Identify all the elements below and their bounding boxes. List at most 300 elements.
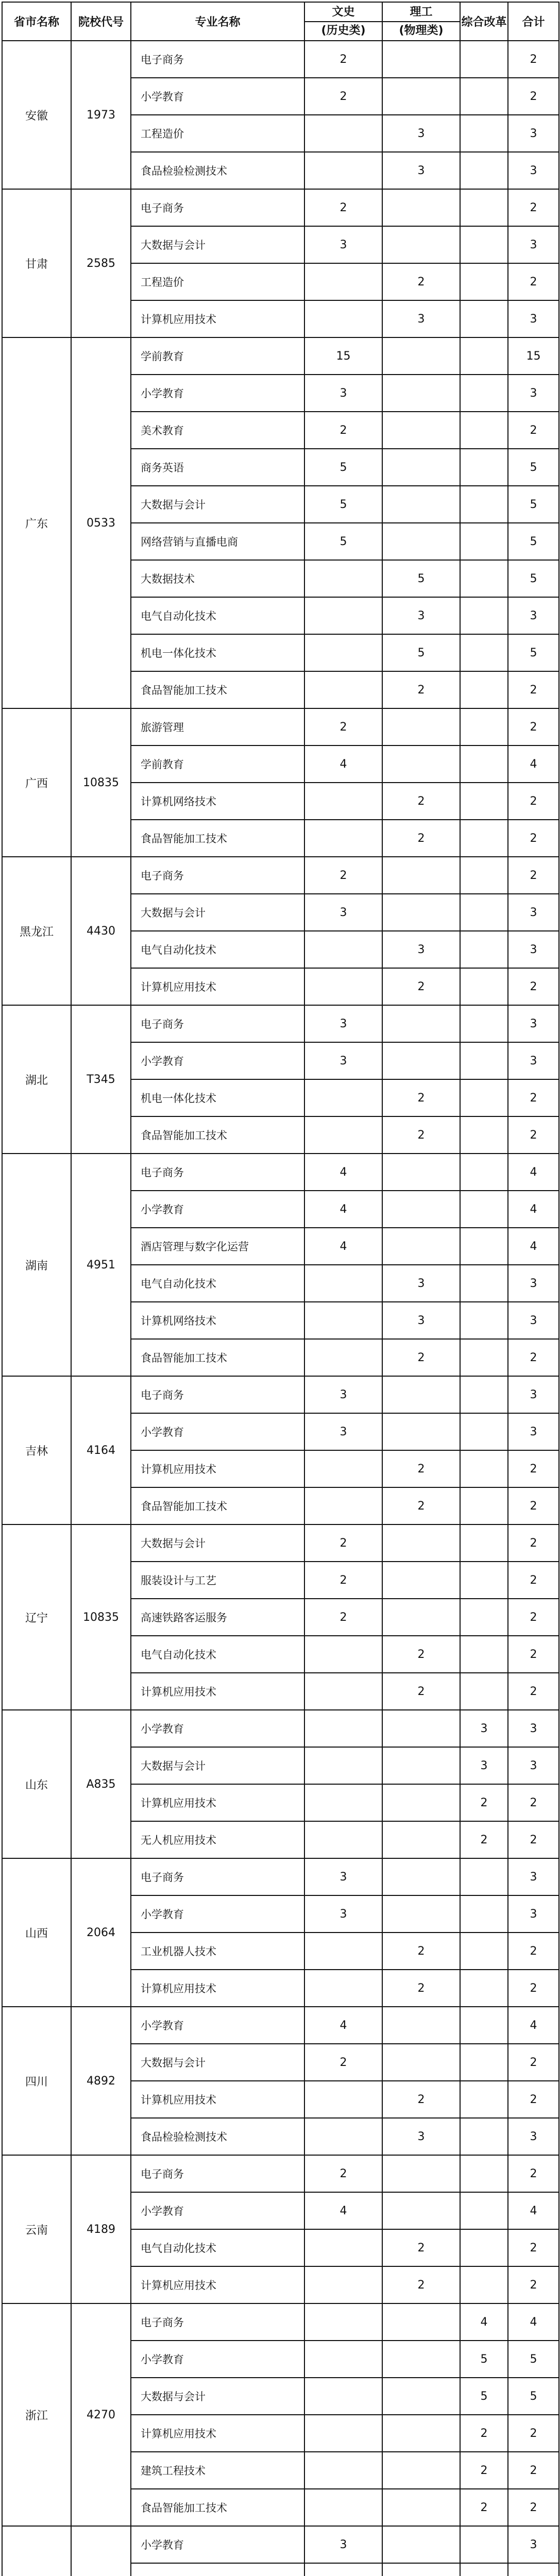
table-row xyxy=(2,189,559,226)
major-cell: 大数据与会计 xyxy=(131,226,304,263)
total-count-cell: 3 xyxy=(508,1895,559,1933)
total-count-cell: 4 xyxy=(508,1154,559,1191)
total-count-cell: 3 xyxy=(508,115,559,152)
arts-count-cell: 2 xyxy=(304,1599,382,1636)
reform-count-cell: 3 xyxy=(460,1747,508,1784)
reform-count-cell xyxy=(460,412,508,449)
total-count-cell: 3 xyxy=(508,300,559,337)
total-count-cell: 4 xyxy=(508,2303,559,2341)
major-cell: 小学教育 xyxy=(131,78,304,115)
arts-count-cell xyxy=(304,2118,382,2155)
reform-count-cell xyxy=(460,449,508,486)
total-count-cell: 4 xyxy=(508,2007,559,2044)
table-row xyxy=(2,857,559,894)
reform-count-cell xyxy=(460,1005,508,1042)
arts-count-cell xyxy=(304,1710,382,1747)
major-cell: 网络营销与直播电商 xyxy=(131,523,304,560)
reform-count-cell xyxy=(460,745,508,783)
reform-count-cell: 5 xyxy=(460,2378,508,2415)
reform-count-cell xyxy=(460,1265,508,1302)
science-count-cell xyxy=(382,2452,460,2489)
reform-count-cell xyxy=(460,1895,508,1933)
science-count-cell: 5 xyxy=(382,634,460,671)
science-count-cell xyxy=(382,1376,460,1413)
reform-count-cell xyxy=(460,1191,508,1228)
science-count-cell xyxy=(382,1562,460,1599)
major-cell: 食品检验检测技术 xyxy=(131,2118,304,2155)
science-count-cell xyxy=(382,2155,460,2192)
total-count-cell: 3 xyxy=(508,1376,559,1413)
total-count-cell: 2 xyxy=(508,1450,559,1487)
science-count-cell xyxy=(382,1191,460,1228)
arts-count-cell: 2 xyxy=(304,2155,382,2192)
science-count-cell xyxy=(382,226,460,263)
major-cell: 电子商务 xyxy=(131,857,304,894)
arts-count-cell: 2 xyxy=(304,412,382,449)
reform-count-cell xyxy=(460,1970,508,2007)
header-code: 院校代号 xyxy=(71,2,131,41)
major-cell: 小学教育 xyxy=(131,2341,304,2378)
reform-count-cell xyxy=(460,1413,508,1450)
science-count-cell xyxy=(382,2563,460,2576)
major-cell: 机电一体化技术 xyxy=(131,1079,304,1116)
school-code-cell: A835 xyxy=(71,1710,131,1858)
science-count-cell xyxy=(382,1524,460,1562)
science-count-cell xyxy=(382,2044,460,2081)
school-code-cell: 4951 xyxy=(71,1154,131,1376)
total-count-cell: 4 xyxy=(508,2192,559,2229)
major-cell: 小学教育 xyxy=(131,1191,304,1228)
total-count-cell: 3 xyxy=(508,1413,559,1450)
province-cell: 浙江 xyxy=(2,2303,71,2526)
reform-count-cell xyxy=(460,783,508,820)
province-cell: 山西 xyxy=(2,1858,71,2007)
major-cell: 食品智能加工技术 xyxy=(131,2489,304,2526)
major-cell: 计算机网络技术 xyxy=(131,783,304,820)
reform-count-cell xyxy=(460,78,508,115)
arts-count-cell: 2 xyxy=(304,857,382,894)
province-cell: 吉林 xyxy=(2,1376,71,1524)
school-code-cell: 4892 xyxy=(71,2007,131,2155)
major-cell: 无人机应用技术 xyxy=(131,1821,304,1858)
table-row xyxy=(2,2303,559,2341)
total-count-cell: 2 xyxy=(508,1079,559,1116)
major-cell: 大数据与会计 xyxy=(131,2044,304,2081)
major-cell: 食品智能加工技术 xyxy=(131,1339,304,1376)
arts-count-cell: 3 xyxy=(304,2526,382,2563)
science-count-cell xyxy=(382,1858,460,1895)
arts-count-cell: 4 xyxy=(304,2007,382,2044)
total-count-cell: 3 xyxy=(508,375,559,412)
total-count-cell: 4 xyxy=(508,1228,559,1265)
arts-count-cell: 3 xyxy=(304,1413,382,1450)
arts-count-cell: 4 xyxy=(304,2192,382,2229)
page xyxy=(0,2,560,2576)
major-cell: 小学教育 xyxy=(131,375,304,412)
province-cell: 广西 xyxy=(2,708,71,857)
total-count-cell: 2 xyxy=(508,2229,559,2266)
science-count-cell xyxy=(382,1042,460,1079)
province-cell: 山东 xyxy=(2,1710,71,1858)
science-count-cell xyxy=(382,449,460,486)
reform-count-cell xyxy=(460,1339,508,1376)
reform-count-cell xyxy=(460,1079,508,1116)
arts-count-cell xyxy=(304,1673,382,1710)
major-cell: 学前教育 xyxy=(131,337,304,375)
science-count-cell: 3 xyxy=(382,152,460,189)
major-cell: 高速铁路客运服务 xyxy=(131,1599,304,1636)
header-arts-top: 文史 xyxy=(305,4,382,22)
header-science xyxy=(382,2,460,41)
major-cell: 小学教育 xyxy=(131,2192,304,2229)
arts-count-cell xyxy=(304,1970,382,2007)
arts-count-cell xyxy=(304,1339,382,1376)
province-cell: 湖南 xyxy=(2,1154,71,1376)
school-code-cell: 0533 xyxy=(71,337,131,708)
reform-count-cell xyxy=(460,300,508,337)
total-count-cell: 5 xyxy=(508,523,559,560)
arts-count-cell: 15 xyxy=(304,337,382,375)
major-cell: 小学教育 xyxy=(131,1710,304,1747)
reform-count-cell xyxy=(460,1450,508,1487)
arts-count-cell xyxy=(304,300,382,337)
reform-count-cell: 3 xyxy=(460,1710,508,1747)
total-count-cell: 2 xyxy=(508,2081,559,2118)
total-count-cell: 2 xyxy=(508,1636,559,1673)
school-code-cell: T345 xyxy=(71,1005,131,1154)
science-count-cell xyxy=(382,78,460,115)
total-count-cell: 3 xyxy=(508,1265,559,1302)
major-cell: 计算机应用技术 xyxy=(131,2415,304,2452)
reform-count-cell: 4 xyxy=(460,2303,508,2341)
total-count-cell: 3 xyxy=(508,1858,559,1895)
arts-count-cell: 2 xyxy=(304,189,382,226)
total-count-cell: 5 xyxy=(508,2341,559,2378)
major-cell: 电子商务 xyxy=(131,2303,304,2341)
science-count-cell: 3 xyxy=(382,1302,460,1339)
school-code-cell: 10835 xyxy=(71,708,131,857)
arts-count-cell xyxy=(304,1487,382,1524)
reform-count-cell xyxy=(460,597,508,634)
major-cell: 电气自动化技术 xyxy=(131,931,304,968)
science-count-cell: 2 xyxy=(382,1450,460,1487)
major-cell: 计算机应用技术 xyxy=(131,2081,304,2118)
major-cell xyxy=(131,2563,304,2576)
arts-count-cell: 5 xyxy=(304,486,382,523)
table-row xyxy=(2,1376,559,1413)
total-count-cell: 3 xyxy=(508,1302,559,1339)
major-cell: 电子商务 xyxy=(131,1154,304,1191)
arts-count-cell xyxy=(304,2563,382,2576)
province-cell: 甘肃 xyxy=(2,189,71,337)
reform-count-cell xyxy=(460,189,508,226)
science-count-cell xyxy=(382,745,460,783)
major-cell: 建筑工程技术 xyxy=(131,2452,304,2489)
table-row xyxy=(2,2007,559,2044)
school-code-cell: 4164 xyxy=(71,1376,131,1524)
major-cell: 电子商务 xyxy=(131,41,304,78)
arts-count-cell: 4 xyxy=(304,1154,382,1191)
arts-count-cell xyxy=(304,931,382,968)
total-count-cell: 3 xyxy=(508,2526,559,2563)
science-count-cell: 2 xyxy=(382,1933,460,1970)
science-count-cell: 5 xyxy=(382,560,460,597)
reform-count-cell xyxy=(460,1636,508,1673)
science-count-cell xyxy=(382,857,460,894)
reform-count-cell xyxy=(460,2155,508,2192)
total-count-cell: 3 xyxy=(508,1042,559,1079)
arts-count-cell xyxy=(304,1302,382,1339)
arts-count-cell xyxy=(304,1116,382,1154)
science-count-cell: 2 xyxy=(382,1970,460,2007)
major-cell: 大数据与会计 xyxy=(131,894,304,931)
reform-count-cell xyxy=(460,1562,508,1599)
science-count-cell xyxy=(382,1895,460,1933)
major-cell: 电气自动化技术 xyxy=(131,2229,304,2266)
major-cell: 小学教育 xyxy=(131,2007,304,2044)
reform-count-cell xyxy=(460,2563,508,2576)
major-cell: 计算机应用技术 xyxy=(131,968,304,1005)
total-count-cell: 2 xyxy=(508,2266,559,2303)
major-cell: 电气自动化技术 xyxy=(131,597,304,634)
arts-count-cell xyxy=(304,560,382,597)
arts-count-cell: 3 xyxy=(304,1005,382,1042)
reform-count-cell xyxy=(460,1524,508,1562)
arts-count-cell xyxy=(304,783,382,820)
arts-count-cell: 2 xyxy=(304,41,382,78)
arts-count-cell: 3 xyxy=(304,894,382,931)
science-count-cell xyxy=(382,189,460,226)
province-cell: 云南 xyxy=(2,2155,71,2303)
reform-count-cell xyxy=(460,1042,508,1079)
arts-count-cell xyxy=(304,2489,382,2526)
total-count-cell: 2 xyxy=(508,1821,559,1858)
total-count-cell: 2 xyxy=(508,263,559,300)
school-code-cell: 2585 xyxy=(71,189,131,337)
arts-count-cell xyxy=(304,263,382,300)
major-cell: 电子商务 xyxy=(131,2155,304,2192)
arts-count-cell: 3 xyxy=(304,226,382,263)
major-cell: 酒店管理与数字化运营 xyxy=(131,1228,304,1265)
arts-count-cell: 5 xyxy=(304,449,382,486)
arts-count-cell xyxy=(304,1079,382,1116)
science-count-cell: 3 xyxy=(382,300,460,337)
science-count-cell xyxy=(382,2526,460,2563)
total-count-cell: 4 xyxy=(508,745,559,783)
reform-count-cell xyxy=(460,337,508,375)
header-province: 省市名称 xyxy=(2,2,71,41)
total-count-cell: 3 xyxy=(508,894,559,931)
reform-count-cell xyxy=(460,634,508,671)
science-count-cell xyxy=(382,1413,460,1450)
table-row xyxy=(2,1710,559,1747)
header-total: 合计 xyxy=(508,2,559,41)
reform-count-cell xyxy=(460,115,508,152)
science-count-cell xyxy=(382,486,460,523)
science-count-cell xyxy=(382,2341,460,2378)
reform-count-cell xyxy=(460,2118,508,2155)
province-cell: 辽宁 xyxy=(2,1524,71,1710)
major-cell: 食品智能加工技术 xyxy=(131,1487,304,1524)
major-cell: 商务英语 xyxy=(131,449,304,486)
total-count-cell: 15 xyxy=(508,337,559,375)
province-cell: 湖北 xyxy=(2,1005,71,1154)
major-cell: 学前教育 xyxy=(131,745,304,783)
science-count-cell: 2 xyxy=(382,1079,460,1116)
reform-count-cell xyxy=(460,1487,508,1524)
total-count-cell: 2 xyxy=(508,78,559,115)
reform-count-cell xyxy=(460,2081,508,2118)
reform-count-cell: 2 xyxy=(460,2452,508,2489)
reform-count-cell xyxy=(460,1116,508,1154)
arts-count-cell: 4 xyxy=(304,745,382,783)
arts-count-cell xyxy=(304,1265,382,1302)
science-count-cell: 3 xyxy=(382,115,460,152)
total-count-cell: 2 xyxy=(508,1933,559,1970)
major-cell: 大数据技术 xyxy=(131,560,304,597)
science-count-cell xyxy=(382,894,460,931)
science-count-cell xyxy=(382,1710,460,1747)
science-count-cell xyxy=(382,41,460,78)
total-count-cell: 2 xyxy=(508,820,559,857)
enrollment-plan-table xyxy=(2,2,559,2576)
table-row xyxy=(2,1005,559,1042)
header-science-sub: (物理类) xyxy=(399,24,444,37)
header-reform: 综合改革 xyxy=(460,2,508,41)
reform-count-cell xyxy=(460,1673,508,1710)
header-arts xyxy=(304,2,382,41)
total-count-cell: 5 xyxy=(508,449,559,486)
total-count-cell: 3 xyxy=(508,1710,559,1747)
arts-count-cell xyxy=(304,1784,382,1821)
total-count-cell: 5 xyxy=(508,486,559,523)
reform-count-cell xyxy=(460,2044,508,2081)
arts-count-cell: 3 xyxy=(304,375,382,412)
science-count-cell: 2 xyxy=(382,820,460,857)
total-count-cell: 2 xyxy=(508,708,559,745)
science-count-cell xyxy=(382,375,460,412)
arts-count-cell xyxy=(304,1747,382,1784)
total-count-cell: 2 xyxy=(508,1673,559,1710)
major-cell: 电气自动化技术 xyxy=(131,1636,304,1673)
science-count-cell: 2 xyxy=(382,2266,460,2303)
arts-count-cell: 2 xyxy=(304,1562,382,1599)
arts-count-cell xyxy=(304,1450,382,1487)
major-cell: 电子商务 xyxy=(131,189,304,226)
arts-count-cell xyxy=(304,1821,382,1858)
total-count-cell: 2 xyxy=(508,1562,559,1599)
reform-count-cell xyxy=(460,152,508,189)
major-cell: 大数据与会计 xyxy=(131,1747,304,1784)
reform-count-cell xyxy=(460,1154,508,1191)
reform-count-cell xyxy=(460,1599,508,1636)
science-count-cell: 3 xyxy=(382,931,460,968)
science-count-cell: 2 xyxy=(382,671,460,708)
total-count-cell: 2 xyxy=(508,1524,559,1562)
arts-count-cell xyxy=(304,820,382,857)
arts-count-cell: 2 xyxy=(304,708,382,745)
total-count-cell: 3 xyxy=(508,1747,559,1784)
total-count-cell: 3 xyxy=(508,2118,559,2155)
total-count-cell: 3 xyxy=(508,152,559,189)
total-count-cell: 3 xyxy=(508,1005,559,1042)
province-cell: 广东 xyxy=(2,337,71,708)
total-count-cell: 2 xyxy=(508,968,559,1005)
science-count-cell xyxy=(382,523,460,560)
major-cell: 小学教育 xyxy=(131,1413,304,1450)
total-count-cell: 2 xyxy=(508,2489,559,2526)
total-count-cell: 3 xyxy=(508,226,559,263)
arts-count-cell: 2 xyxy=(304,78,382,115)
school-code-cell: 4189 xyxy=(71,2155,131,2303)
major-cell: 小学教育 xyxy=(131,2526,304,2563)
school-code-cell: 10835 xyxy=(71,1524,131,1710)
major-cell: 计算机网络技术 xyxy=(131,1302,304,1339)
school-code-cell: 2064 xyxy=(71,1858,131,2007)
arts-count-cell xyxy=(304,2341,382,2378)
reform-count-cell xyxy=(460,2229,508,2266)
school-code-cell xyxy=(71,2526,131,2576)
science-count-cell xyxy=(382,2192,460,2229)
reform-count-cell: 2 xyxy=(460,1784,508,1821)
science-count-cell xyxy=(382,708,460,745)
major-cell: 电子商务 xyxy=(131,1005,304,1042)
major-cell: 计算机应用技术 xyxy=(131,1784,304,1821)
province-cell xyxy=(2,2526,71,2576)
reform-count-cell xyxy=(460,671,508,708)
table-row xyxy=(2,1154,559,1191)
science-count-cell: 2 xyxy=(382,263,460,300)
reform-count-cell: 5 xyxy=(460,2341,508,2378)
arts-count-cell xyxy=(304,1933,382,1970)
major-cell: 食品智能加工技术 xyxy=(131,1116,304,1154)
major-cell: 大数据与会计 xyxy=(131,486,304,523)
reform-count-cell xyxy=(460,1302,508,1339)
total-count-cell: 2 xyxy=(508,1487,559,1524)
reform-count-cell: 2 xyxy=(460,2489,508,2526)
reform-count-cell: 2 xyxy=(460,1821,508,1858)
major-cell: 小学教育 xyxy=(131,1895,304,1933)
reform-count-cell xyxy=(460,820,508,857)
total-count-cell: 2 xyxy=(508,1339,559,1376)
arts-count-cell: 2 xyxy=(304,2044,382,2081)
science-count-cell xyxy=(382,1784,460,1821)
science-count-cell xyxy=(382,2415,460,2452)
arts-count-cell xyxy=(304,2229,382,2266)
science-count-cell: 3 xyxy=(382,2118,460,2155)
reform-count-cell xyxy=(460,226,508,263)
table-row xyxy=(2,2155,559,2192)
arts-count-cell: 3 xyxy=(304,1376,382,1413)
major-cell: 小学教育 xyxy=(131,1042,304,1079)
reform-count-cell xyxy=(460,2526,508,2563)
science-count-cell: 2 xyxy=(382,2081,460,2118)
reform-count-cell xyxy=(460,486,508,523)
major-cell: 工业机器人技术 xyxy=(131,1933,304,1970)
arts-count-cell xyxy=(304,968,382,1005)
reform-count-cell xyxy=(460,1376,508,1413)
major-cell: 美术教育 xyxy=(131,412,304,449)
header-science-top: 理工 xyxy=(383,4,460,22)
total-count-cell: 2 xyxy=(508,2044,559,2081)
science-count-cell xyxy=(382,2007,460,2044)
reform-count-cell xyxy=(460,931,508,968)
total-count-cell: 2 xyxy=(508,2452,559,2489)
science-count-cell: 2 xyxy=(382,783,460,820)
reform-count-cell xyxy=(460,1858,508,1895)
province-cell: 黑龙江 xyxy=(2,857,71,1005)
science-count-cell xyxy=(382,337,460,375)
